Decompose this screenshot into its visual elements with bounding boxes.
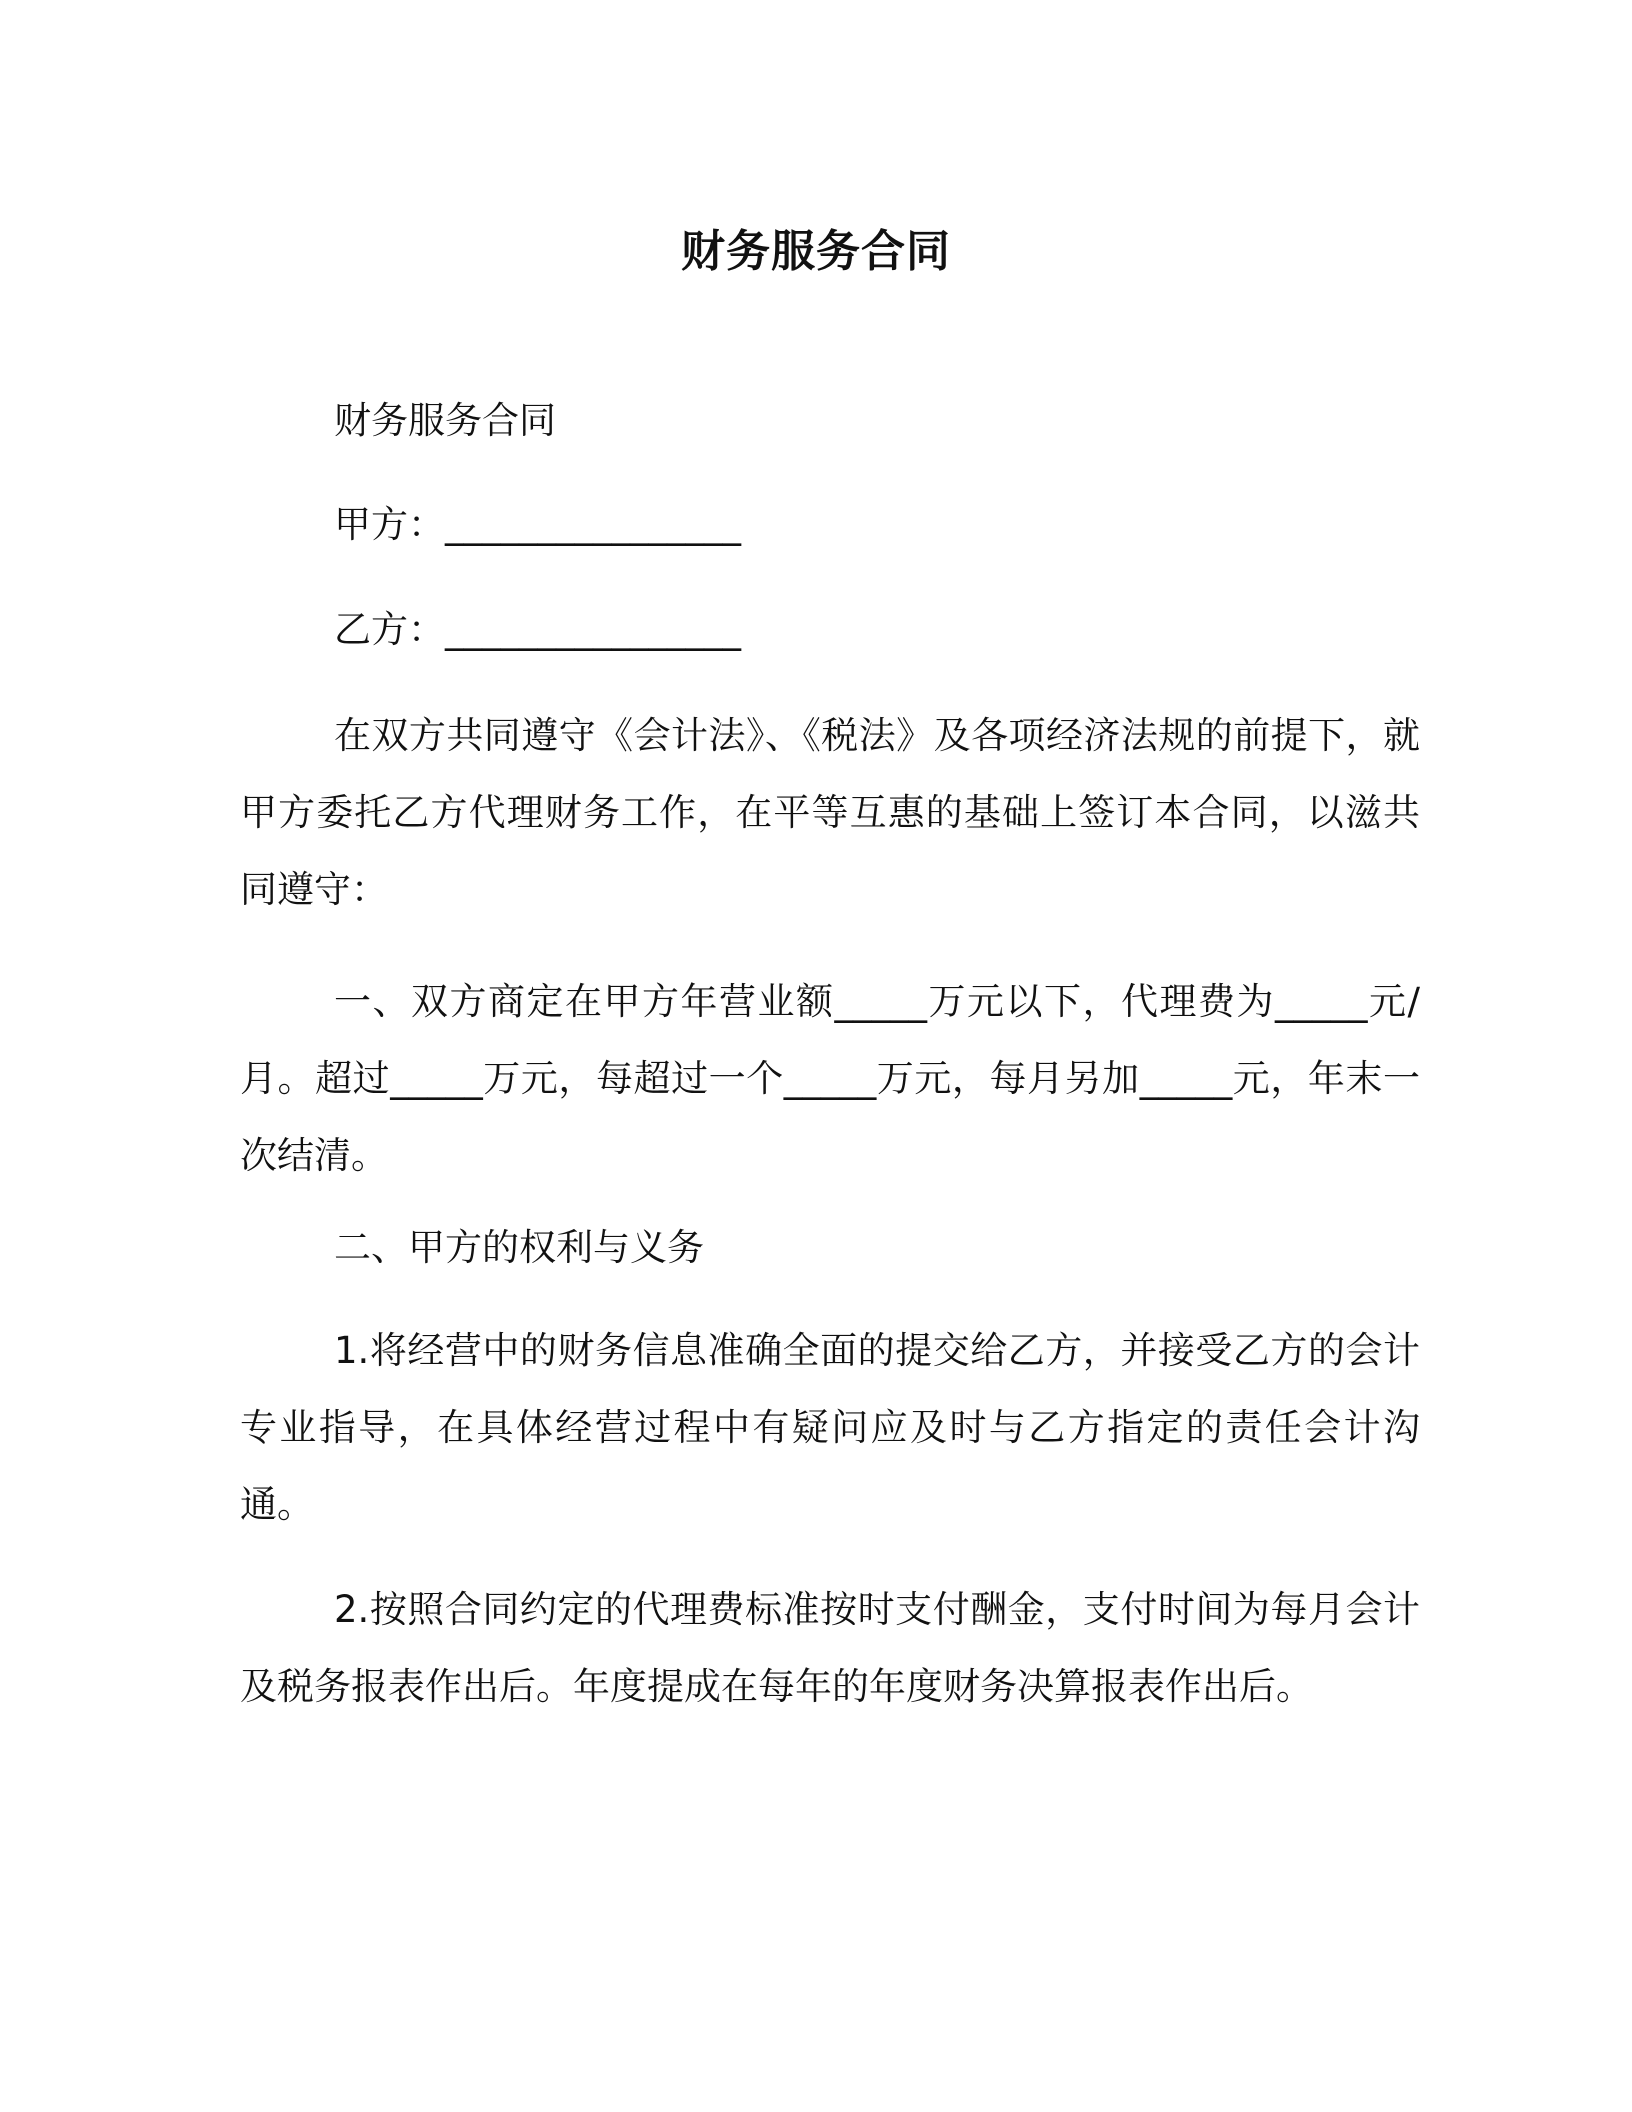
party-b-line: 乙方：________________	[334, 608, 741, 651]
section-2-item-1: 1.将经营中的财务信息准确全面的提交给乙方，并接受乙方的会计专业指导，在具体经营过程中有疑问应及时与乙方指定的责任会计沟通。	[240, 1329, 1420, 1526]
intro-paragraph: 在双方共同遵守《会计法》、《税法》及各项经济法规的前提下，就甲方委托乙方代理财务工作，在平等互惠的基础上签订本合同，以滋共同遵守：	[240, 714, 1420, 911]
clause-1-paragraph: 一、双方商定在甲方年营业额_____万元以下，代理费为_____元/月。超过_____万元，每超过一个_____万元，每月另加_____元，年末一次结清。	[240, 980, 1420, 1177]
section-2-item-2: 2.按照合同约定的代理费标准按时支付酬金，支付时间为每月会计及税务报表作出后。年度提成在每年的年度财务决算报表作出后。	[240, 1588, 1420, 1708]
document-title: 财务服务合同	[681, 226, 951, 277]
section-2-heading: 二、甲方的权利与义务	[334, 1226, 704, 1269]
document-subtitle: 财务服务合同	[334, 399, 556, 442]
party-a-line: 甲方：________________	[334, 503, 741, 546]
